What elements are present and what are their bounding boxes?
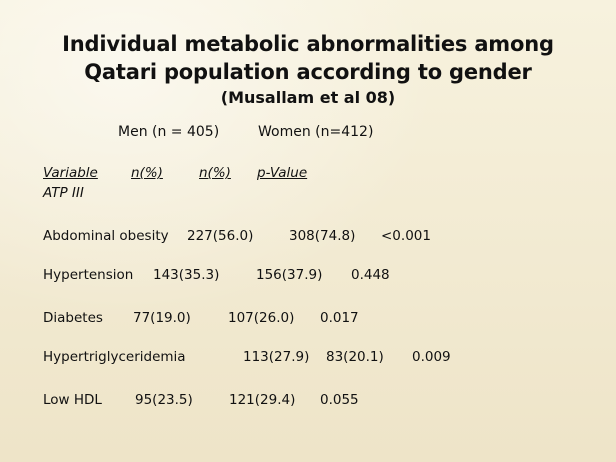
row-p-value: 0.055	[320, 392, 359, 408]
row-variable: Abdominal obesity	[43, 228, 169, 244]
row-variable: Hypertension	[43, 267, 134, 283]
row-women-value: 156(37.9)	[256, 267, 323, 283]
row-p-value: 0.009	[412, 349, 451, 365]
row-men-value: 143(35.3)	[153, 267, 220, 283]
column-header-n-women: n(%)	[199, 165, 231, 181]
column-header-p-value: p-Value	[257, 165, 308, 181]
group-men-label: Men (n = 405)	[118, 124, 220, 140]
row-p-value: 0.017	[320, 310, 359, 326]
column-header-variable: Variable	[43, 165, 98, 181]
row-men-value: 227(56.0)	[187, 228, 254, 244]
row-variable: Diabetes	[43, 310, 103, 326]
slide-title-line-1: Individual metabolic abnormalities among	[62, 32, 554, 56]
row-men-value: 95(23.5)	[135, 392, 193, 408]
row-women-value: 121(29.4)	[229, 392, 296, 408]
row-p-value: <0.001	[381, 228, 431, 244]
row-men-value: 113(27.9)	[243, 349, 310, 365]
row-women-value: 107(26.0)	[228, 310, 295, 326]
row-p-value: 0.448	[351, 267, 390, 283]
row-women-value: 83(20.1)	[326, 349, 384, 365]
group-women-label: Women (n=412)	[258, 124, 374, 140]
row-variable: Hypertriglyceridemia	[43, 349, 186, 365]
column-header-n-men: n(%)	[131, 165, 163, 181]
row-variable: Low HDL	[43, 392, 102, 408]
column-header-criteria: ATP III	[43, 185, 84, 201]
slide-subtitle: (Musallam et al 08)	[220, 88, 396, 107]
slide-title-line-2: Qatari population according to gender	[84, 60, 532, 84]
row-women-value: 308(74.8)	[289, 228, 356, 244]
row-men-value: 77(19.0)	[133, 310, 191, 326]
